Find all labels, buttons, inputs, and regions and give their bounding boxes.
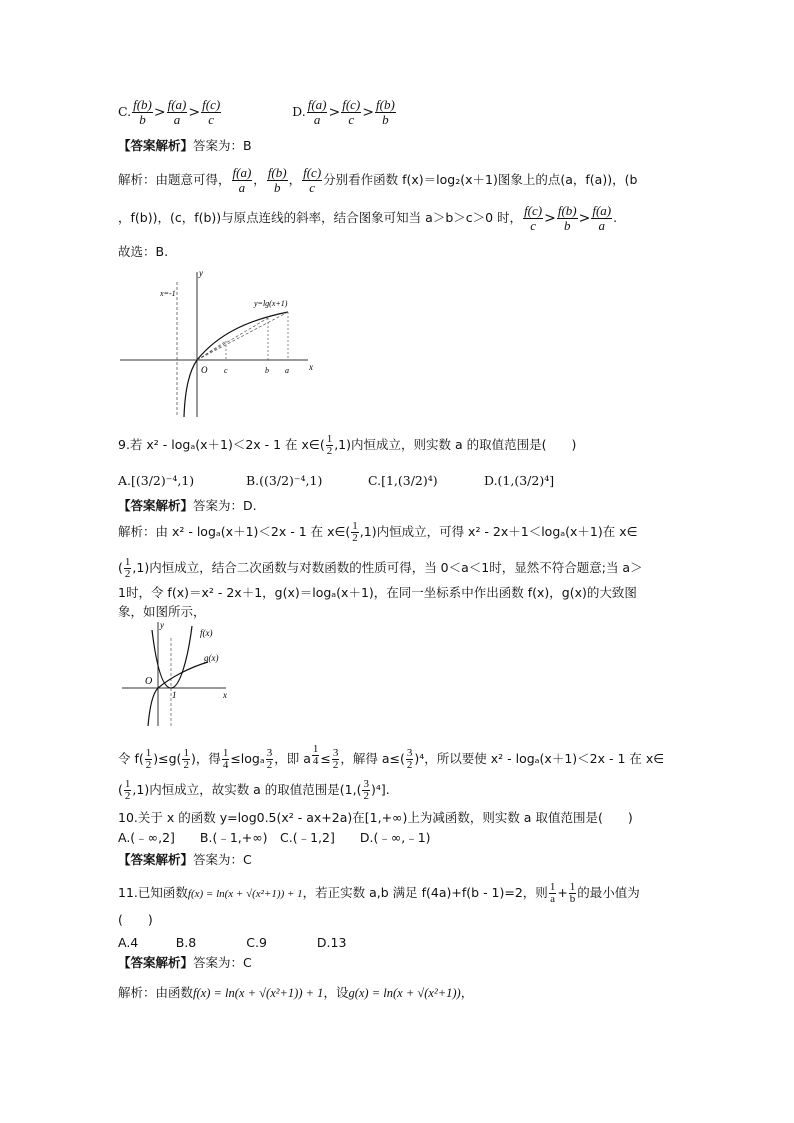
q9-explanation-line2: ( $\frac{1}{2}$ ,1)内恒成立，结合二次函数与对数函数的性质可得，当 0＜a＜1时，显然不符合题意;当 a＞ <box>118 556 643 580</box>
q8-graph-asymptote-label: x=-1 <box>160 289 176 298</box>
q11-options: A.4 B.8 C.9 D.13 <box>118 935 347 950</box>
q9-graph-x-label: x <box>223 690 227 700</box>
q8-answer: 【答案解析】答案为：B <box>118 138 252 153</box>
q8-c-frac3: $\frac{f(c)}{c}$ <box>202 97 221 127</box>
q11-function-formula: f(x) = ln(x + √(x²+1)) + 1 <box>187 888 303 900</box>
q8-c-frac2: $\frac{f(a)}{a}$ <box>167 97 187 127</box>
q8-graph-b-label: b <box>265 366 269 375</box>
q11-explanation: 解析：由函数f(x) = ln(x + √(x²+1)) + 1，设g(x) = ln(x + √(x²+1))， <box>118 985 474 1000</box>
q8-d-frac2: $\frac{f(c)}{c}$ <box>342 97 361 127</box>
q9-option-b: B.((3/2)⁻⁴,1) <box>246 473 323 488</box>
q9-graph-one-label: 1 <box>172 690 177 700</box>
q9-explanation-line6: ( $\frac{1}{2}$ ,1)内恒成立，故实数 a 的取值范围是(1,( $\frac{3}{2}$ )⁴]. <box>118 778 390 802</box>
q11-explanation-g: g(x) = ln(x + √(x²+1)) <box>348 986 461 1000</box>
q9-answer: 【答案解析】答案为：D. <box>118 498 257 513</box>
q9-graph-f-label: f(x) <box>200 628 213 638</box>
q8-option-d-label: D. <box>292 104 306 119</box>
q8-graph-c-label: c <box>224 366 228 375</box>
q8-graph-y-label: y <box>199 268 203 278</box>
q8-explanation-line1: 解析：由题意可得， $\frac{f(a)}{a}$ ， $\frac{f(b)}{b}$ ， $\frac{f(c)}{c}$ 分别看作函数 f(x)＝log₂(x＋1)图象上的点(a，f(a))，(b <box>118 165 638 195</box>
q10-options: A.(﹣∞,2] B.(﹣1,+∞) C.(﹣1,2] D.(﹣∞,﹣1) <box>118 830 431 845</box>
q8-graph-curve-label: y=lg(x+1) <box>254 299 288 308</box>
q9-explanation-line3: 1时，令 f(x)＝x² - 2x＋1，g(x)＝logₐ(x＋1)，在同一坐标系中作出函数 f(x)，g(x)的大致图 <box>118 585 637 600</box>
q9-graph-y-label: y <box>160 620 164 630</box>
q8-graph <box>118 262 328 422</box>
q8-c-frac1: $\frac{f(b)}{b}$ <box>133 97 152 127</box>
q8-graph-x-label: x <box>309 362 313 372</box>
q9-explanation-line5: 令 f( $\frac{1}{2}$ )≤g( $\frac{1}{2}$ )，得 $\frac{1}{4}$ ≤logₐ $\frac{3}{2}$ ，即 a $^{\frac{1}{4}}$ ≤ $\frac{3}{2}$ ，解得 a≤( $\frac{3}{2}$ )⁴，所以要使 x² - logₐ(x＋1)＜2x - 1 在 x∈ <box>118 743 665 772</box>
q9-option-d: D.(1,(3/2)⁴] <box>484 473 555 488</box>
q9-graph-origin-label: O <box>145 676 153 687</box>
q8-option-c-label: C. <box>118 104 132 119</box>
q8-conclusion: 故选：B. <box>118 244 169 259</box>
q9-stem: 9.若 x² - logₐ(x＋1)＜2x - 1 在 x∈( $\frac{1}{2}$ ,1)内恒成立，则实数 a 的取值范围是( ) <box>118 433 577 457</box>
q11-stem: 11.已知函数f(x) = ln(x + √(x²+1)) + 1，若正实数 a,b 满足 f(4a)+f(b - 1)=2，则 $\frac{1}{a}$ + $\frac{1}{b}$ 的最小值为 <box>118 881 640 905</box>
q8-d-frac3: $\frac{f(b)}{b}$ <box>376 97 395 127</box>
q9-graph <box>118 618 236 730</box>
q10-stem: 10.关于 x 的函数 y=log0.5(x² - ax+2a)在[1,+∞)上为减函数，则实数 a 取值范围是( ) <box>118 810 633 825</box>
q8-options-row: C. $\frac{f(b)}{b}$ > $\frac{f(a)}{a}$ > $\frac{f(c)}{c}$ D. $\frac{f(a)}{a}$ > $\frac{f(c)}{c}$ > $\frac{f(b)}{b}$ <box>118 97 395 127</box>
q9-explanation-line1: 解析：由 x² - logₐ(x＋1)＜2x - 1 在 x∈( $\frac{1}{2}$ ,1)内恒成立，可得 x² - 2x＋1＜logₐ(x＋1)在 x∈ <box>118 520 638 544</box>
q9-graph-g-label: g(x) <box>204 653 219 663</box>
q11-answer: 【答案解析】答案为：C <box>118 955 252 970</box>
q9-options <box>118 472 554 490</box>
q9-option-a: A.[(3/2)⁻⁴,1) <box>118 473 195 488</box>
q8-graph-a-label: a <box>285 366 289 375</box>
q8-explanation-line2: ，f(b))，(c，f(b))与原点连线的斜率，结合图象可知当 a＞b＞c＞0 时， $\frac{f(c)}{c}$ > $\frac{f(b)}{b}$ > $\frac{f(a)}{a}$ . <box>118 203 618 233</box>
q11-explanation-f: f(x) = ln(x + √(x²+1)) + 1 <box>193 986 324 1000</box>
q8-d-frac1: $\frac{f(a)}{a}$ <box>307 97 327 127</box>
q8-graph-origin-label: O <box>201 365 208 375</box>
q11-paren: ( ) <box>118 912 153 927</box>
q10-answer: 【答案解析】答案为：C <box>118 852 252 867</box>
q9-explanation-line4: 象，如图所示， <box>118 604 206 619</box>
q9-option-c: C.[1,(3/2)⁴) <box>368 473 438 488</box>
